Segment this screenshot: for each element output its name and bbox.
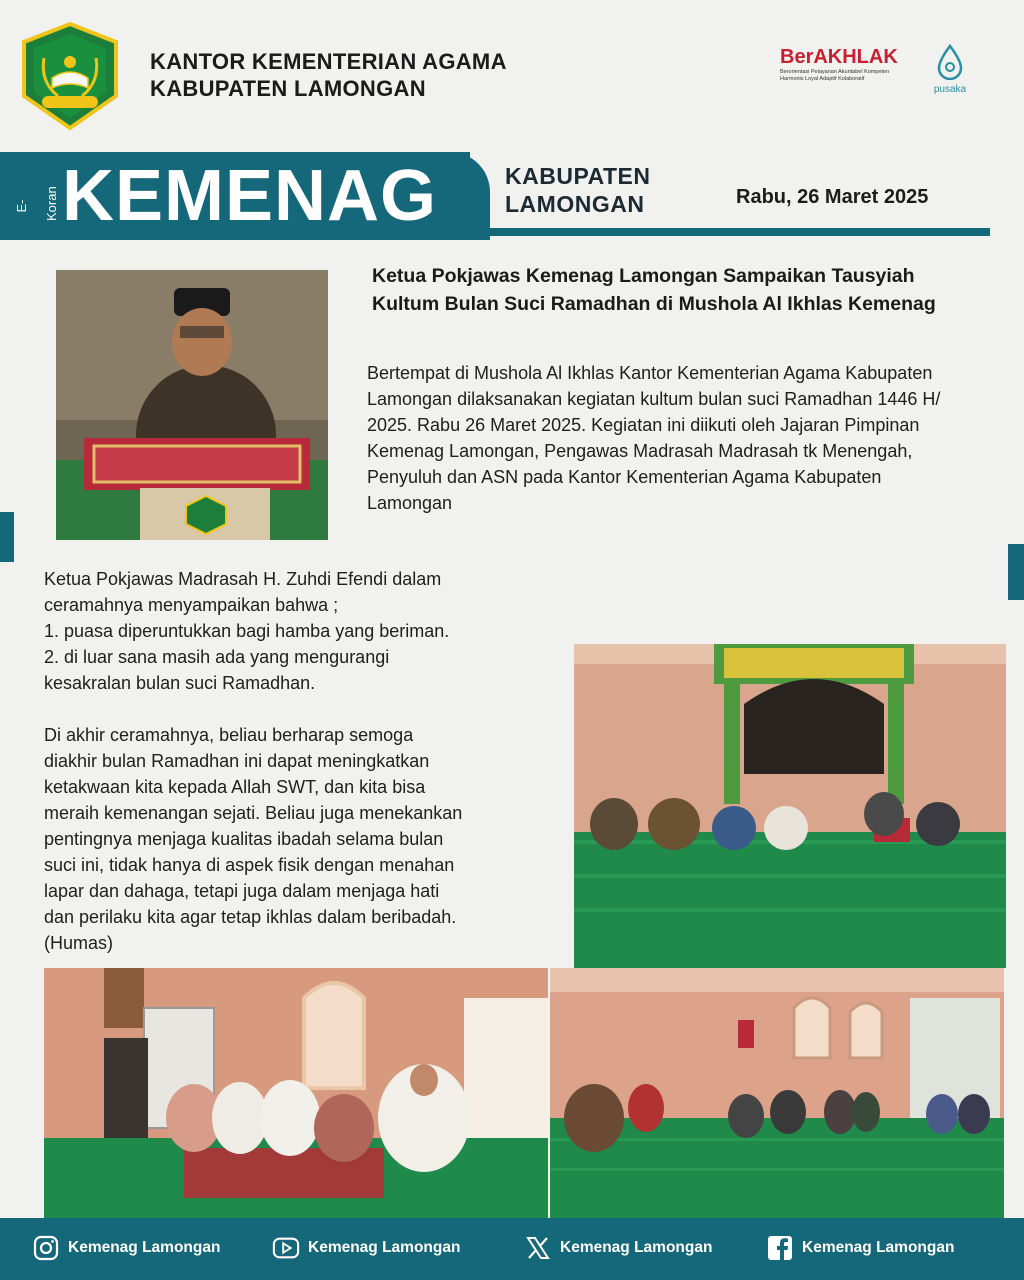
masthead-region xyxy=(505,162,650,218)
youtube-icon xyxy=(272,1234,300,1262)
youtube-link[interactable] xyxy=(272,1234,460,1262)
women-attendees-photo xyxy=(44,968,548,1218)
ekoran-label: E-Koran xyxy=(14,186,59,221)
masthead-tab xyxy=(440,152,490,240)
mushola-officials-photo xyxy=(574,644,1006,968)
body-line: Di akhir ceramahnya, beliau berharap semoga xyxy=(44,725,414,745)
pusaka-label: pusaka xyxy=(933,84,967,95)
x-icon xyxy=(524,1234,552,1262)
org-line-2: KABUPATEN LAMONGAN xyxy=(150,76,426,101)
body-line: kesakralan bulan suci Ramadhan. xyxy=(44,673,316,693)
instagram-label: Kemenag Lamongan xyxy=(68,1239,221,1256)
article-lead: Bertempat di Mushola Al Ikhlas Kantor Kementerian Agama Kabupaten Lamongan dilaksanakan kegiatan kultum bulan suci Ramadhan 1446 H/ 2025. Rabu 26 Maret 2025. Kegiatan ini diikuti oleh Jajaran Pimpinan Kemenag Lamongan, Pengawas Madrasah Madrasah tk Menengah, Penyuluh dan ASN pada Kantor Kementerian Agama Kabupaten Lamongan xyxy=(367,363,941,513)
facebook-icon xyxy=(766,1234,794,1262)
kemenag-logo xyxy=(20,22,120,130)
facebook-label: Kemenag Lamongan xyxy=(802,1239,955,1256)
body-line: ketakwaan kita kepada Allah SWT, dan kita bisa xyxy=(44,777,426,797)
body-line: meraih kemenangan sejati. Beliau juga menekankan xyxy=(44,803,463,823)
body-line: pentingnya menjaga kualitas ibadah selama bulan xyxy=(44,829,444,849)
berakhlak-logo xyxy=(780,46,920,96)
body-line: diakhir bulan Ramadhan ini dapat meningkatkan xyxy=(44,751,430,771)
body-line: 1. puasa diperuntukkan bagi hamba yang beriman. xyxy=(44,621,450,641)
masthead-title: KEMENAG xyxy=(62,156,438,236)
body-line: Ketua Pokjawas Madrasah H. Zuhdi Efendi dalam xyxy=(44,569,442,589)
body-line: (Humas) xyxy=(44,933,114,953)
paragraph-gap xyxy=(44,696,579,722)
pusaka-drop-icon xyxy=(935,44,965,80)
masthead-region-line-2: LAMONGAN xyxy=(505,191,645,217)
side-accent-left xyxy=(0,512,14,562)
body-line: ceramahnya menyampaikan bahwa ; xyxy=(44,595,339,615)
youtube-label: Kemenag Lamongan xyxy=(308,1239,461,1256)
body-line: suci ini, tidak hanya di aspek fisik dengan menahan xyxy=(44,855,455,875)
speaker-photo xyxy=(56,270,328,540)
x-label: Kemenag Lamongan xyxy=(560,1239,713,1256)
masthead-rule xyxy=(480,228,990,236)
pusaka-logo xyxy=(925,44,975,100)
body-line: lapar dan dahaga, tetapi juga dalam menjaga hati xyxy=(44,881,440,901)
instagram-icon xyxy=(32,1234,60,1262)
article-body xyxy=(44,566,579,956)
side-accent-right xyxy=(1008,544,1024,600)
body-line: dan perilaku kita agar tetap ikhlas dalam beribadah. xyxy=(44,907,457,927)
org-line-1: KANTOR KEMENTERIAN AGAMA xyxy=(150,49,507,74)
issue-date: Rabu, 26 Maret 2025 xyxy=(736,186,929,208)
masthead-region-line-1: KABUPATEN xyxy=(505,163,651,189)
berakhlak-title: BerAKHLAK xyxy=(780,46,898,68)
x-link[interactable] xyxy=(524,1234,712,1262)
article-headline: Ketua Pokjawas Kemenag Lamongan Sampaikan Tausyiah Kultum Bulan Suci Ramadhan di Mushola Al Ikhlas Kemenag xyxy=(372,265,936,315)
berakhlak-subtitle: Berorientasi Pelayanan Akuntabel Kompeten Harmonis Loyal Adaptif Kolaboratif xyxy=(780,69,890,82)
body-line: 2. di luar sana masih ada yang mengurangi xyxy=(44,647,390,667)
mushola-wide-photo xyxy=(550,968,1004,1224)
facebook-link[interactable] xyxy=(766,1234,954,1262)
org-name xyxy=(150,48,507,102)
instagram-link[interactable] xyxy=(32,1234,220,1262)
